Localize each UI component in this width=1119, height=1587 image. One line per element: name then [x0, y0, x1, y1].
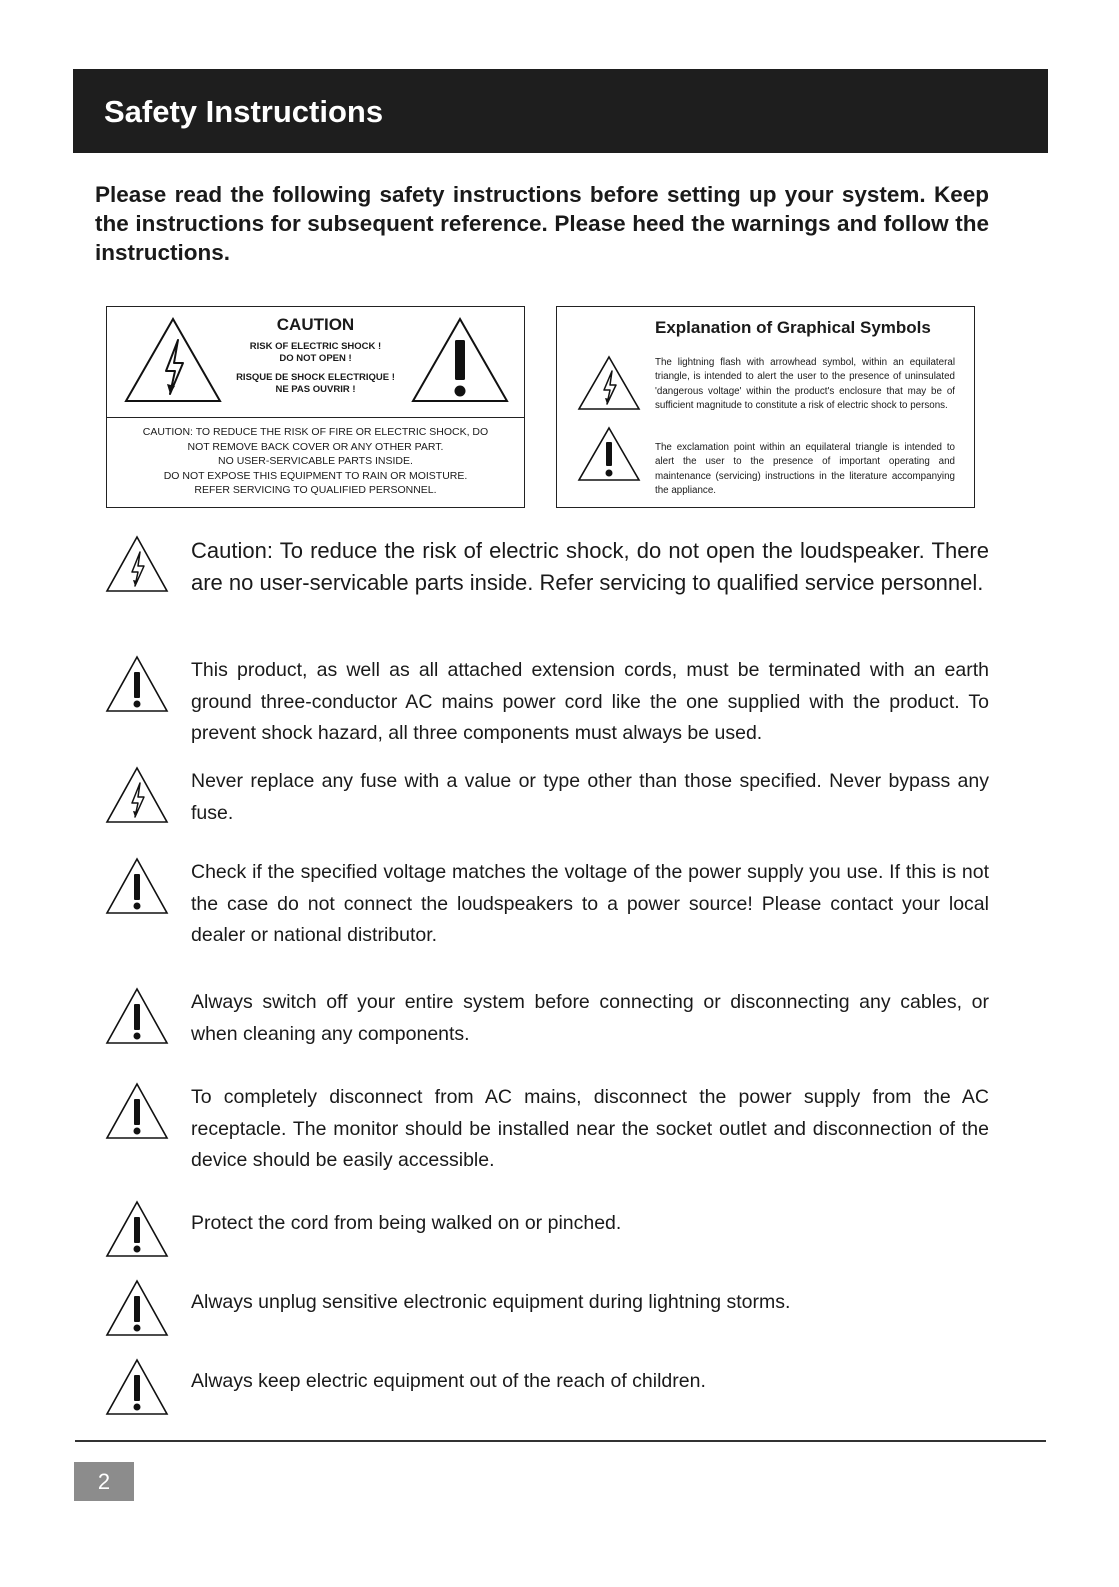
caution-title: CAUTION [276, 315, 355, 334]
exclamation-triangle-icon [105, 1358, 169, 1416]
lightning-triangle-icon [105, 766, 169, 824]
safety-item-text: Always switch off your entire system before connecting or disconnecting any cables, or when cleaning any components. [191, 991, 989, 1045]
safety-item-text: Protect the cord from being walked on or pinched. [191, 1212, 622, 1234]
exclamation-triangle-icon [105, 1200, 169, 1258]
exclamation-triangle-icon [410, 316, 510, 404]
footer-divider [75, 1440, 1046, 1442]
caution-notice-line: NO USER-SERVICABLE PARTS INSIDE. [218, 455, 413, 467]
symbols-box [556, 306, 975, 508]
safety-item-text: Always unplug sensitive electronic equipment during lightning storms. [191, 1291, 791, 1313]
safety-item-text: To completely disconnect from AC mains, disconnect the power supply from the AC receptacle. The monitor should be installed near the socket outlet and disconnection of the device should be easily accessible. [191, 1086, 989, 1172]
lightning-explanation: The lightning flash with arrowhead symbol, within an equilateral triangle, is intended to alert the user to the presence of uninsulated 'dangerous voltage' within the product's enclosure that may be of sufficient magnitude to constitute a risk of electric shock to persons. [655, 357, 955, 411]
caution-box [106, 306, 525, 508]
caution-box-top [107, 307, 524, 418]
caution-notice [107, 425, 524, 498]
safety-item-text: Always keep electric equipment out of the reach of children. [191, 1370, 706, 1392]
safety-item-text: Never replace any fuse with a value or type other than those specified. Never bypass any fuse. [191, 770, 989, 824]
caution-notice-line: NOT REMOVE BACK COVER OR ANY OTHER PART. [187, 440, 444, 453]
exclamation-triangle-icon [105, 655, 169, 713]
exclamation-triangle-icon [577, 426, 641, 482]
caution-notice-line: CAUTION: TO REDUCE THE RISK OF FIRE OR ELECTRIC SHOCK, DO [142, 426, 489, 438]
caution-line: DO NOT OPEN ! [279, 353, 352, 364]
safety-item-text: Caution: To reduce the risk of electric shock, do not open the loudspeaker. There are no user-servicable parts inside. Refer servicing to qualified service personnel. [191, 538, 989, 595]
page-title: Safety Instructions [104, 94, 384, 129]
caution-line: RISK OF ELECTRIC SHOCK ! [249, 341, 382, 352]
exclamation-triangle-icon [105, 1082, 169, 1140]
caution-notice-line: REFER SERVICING TO QUALIFIED PERSONNEL. [194, 484, 437, 496]
safety-item-text: This product, as well as all attached extension cords, must be terminated with an earth ground three-conductor AC mains power cord like the one supplied with the product. To prevent shock hazard, all three components must always be used. [191, 659, 989, 745]
exclamation-triangle-icon [105, 987, 169, 1045]
exclamation-triangle-icon [105, 857, 169, 915]
exclamation-explanation: The exclamation point within an equilateral triangle is intended to alert the user to the presence of important operating and maintenance (servicing) instructions in the literature accompanying the appliance. [655, 442, 955, 496]
exclamation-triangle-icon [105, 1279, 169, 1337]
caution-notice-line: DO NOT EXPOSE THIS EQUIPMENT TO RAIN OR MOISTURE. [163, 469, 468, 482]
page-number: 2 [74, 1462, 134, 1501]
intro-paragraph: Please read the following safety instructions before setting up your system. Keep the instructions for subsequent reference. Please heed the warnings and follow the instructions. [95, 182, 989, 265]
header-bar [73, 69, 1048, 153]
safety-item-text: Check if the specified voltage matches the voltage of the power supply you use. If this is not the case do not connect the loudspeakers to a power source! Please contact your local dealer or national distributor. [191, 861, 989, 947]
caution-line: NE PAS OUVRIR ! [275, 384, 356, 395]
caution-line: RISQUE DE SHOCK ELECTRIQUE ! [236, 372, 395, 383]
lightning-triangle-icon [105, 535, 169, 593]
symbols-title: Explanation of Graphical Symbols [655, 318, 931, 337]
lightning-triangle-icon [577, 355, 641, 411]
